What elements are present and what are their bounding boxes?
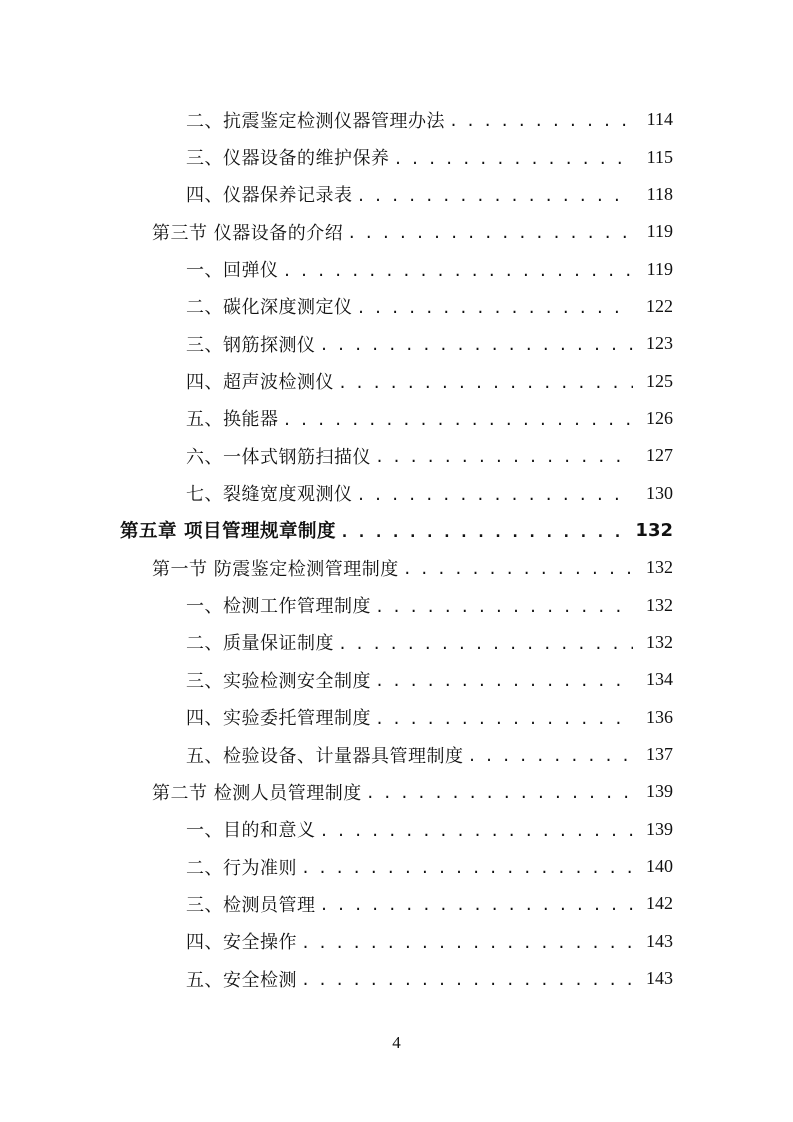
toc-dot-leader [301, 936, 633, 951]
toc-entry-page: 136 [646, 706, 673, 727]
toc-dot-leader [338, 637, 633, 652]
toc-dot-leader [340, 525, 629, 540]
toc-entry-title: 五、换能器 [186, 409, 279, 431]
toc-entry-title: 四、安全操作 [186, 932, 297, 954]
toc-entry-page: 139 [646, 781, 673, 802]
toc-entry-page: 132 [646, 594, 673, 615]
page-number: 4 [392, 1033, 401, 1052]
toc-entry-page: 119 [646, 258, 673, 279]
toc-entry-title: 二、抗震鉴定检测仪器管理办法 [186, 110, 445, 132]
toc-entry-title: 第一节 防震鉴定检测管理制度 [152, 558, 399, 580]
toc-entry-title: 七、裂缝宽度观测仪 [186, 484, 353, 506]
toc-dot-leader [366, 786, 633, 801]
toc-entry-title: 六、一体式钢筋扫描仪 [186, 446, 371, 468]
toc-dot-leader [394, 152, 634, 167]
toc-dot-leader [320, 338, 634, 353]
toc-dot-leader [320, 898, 634, 913]
toc-item-entry[interactable] [0, 811, 793, 848]
toc-dot-leader [375, 600, 633, 615]
toc-item-entry[interactable] [0, 699, 793, 736]
toc-entry-title: 三、检测员管理 [186, 894, 316, 916]
toc-item-entry[interactable] [0, 586, 793, 623]
toc-item-entry[interactable] [0, 848, 793, 885]
toc-entry-page: 125 [646, 370, 673, 391]
toc-dot-leader [357, 488, 634, 503]
toc-entry-page: 118 [646, 183, 673, 204]
toc-entry-title: 四、实验委托管理制度 [186, 708, 371, 730]
toc-section-entry[interactable] [0, 213, 793, 250]
toc-dot-leader [403, 562, 633, 577]
toc-entry-title: 第二节 检测人员管理制度 [152, 782, 362, 804]
toc-entry-page: 127 [646, 445, 673, 466]
toc-entry-page: 132 [646, 631, 673, 652]
toc-dot-leader [449, 114, 633, 129]
table-of-contents [0, 101, 793, 997]
toc-entry-page: 134 [646, 669, 673, 690]
toc-entry-page: 137 [646, 744, 673, 765]
toc-dot-leader [301, 861, 633, 876]
toc-entry-page: 142 [646, 893, 673, 914]
toc-entry-page: 140 [646, 856, 673, 877]
toc-entry-title: 一、回弹仪 [186, 260, 279, 282]
toc-item-entry[interactable] [0, 138, 793, 175]
toc-dot-leader [375, 450, 633, 465]
toc-entry-title: 二、质量保证制度 [186, 633, 334, 655]
toc-entry-title: 一、目的和意义 [186, 820, 316, 842]
toc-dot-leader [283, 264, 634, 279]
toc-dot-leader [301, 973, 633, 988]
toc-dot-leader [357, 189, 634, 204]
toc-entry-title: 四、仪器保养记录表 [186, 185, 353, 207]
toc-item-entry[interactable] [0, 325, 793, 362]
toc-item-entry[interactable] [0, 176, 793, 213]
toc-item-entry[interactable] [0, 250, 793, 287]
toc-dot-leader [338, 376, 633, 391]
toc-entry-page: 143 [646, 968, 673, 989]
toc-item-entry[interactable] [0, 437, 793, 474]
toc-item-entry[interactable] [0, 101, 793, 138]
toc-entry-page: 139 [646, 818, 673, 839]
toc-dot-leader [283, 413, 634, 428]
toc-item-entry[interactable] [0, 288, 793, 325]
toc-dot-leader [357, 301, 634, 316]
toc-item-entry[interactable] [0, 400, 793, 437]
toc-entry-page: 130 [646, 482, 673, 503]
toc-item-entry[interactable] [0, 661, 793, 698]
toc-entry-title: 三、钢筋探测仪 [186, 334, 316, 356]
toc-entry-title: 三、实验检测安全制度 [186, 670, 371, 692]
toc-entry-title: 第五章 项目管理规章制度 [120, 521, 336, 543]
toc-entry-page: 123 [646, 333, 673, 354]
toc-entry-page: 143 [646, 930, 673, 951]
toc-entry-page: 115 [646, 146, 673, 167]
toc-entry-title: 五、安全检测 [186, 969, 297, 991]
toc-item-entry[interactable] [0, 474, 793, 511]
toc-entry-page: 132 [635, 519, 673, 541]
toc-entry-title: 四、超声波检测仪 [186, 372, 334, 394]
toc-entry-page: 114 [646, 109, 673, 130]
toc-entry-title: 二、碳化深度测定仪 [186, 297, 353, 319]
toc-entry-page: 119 [646, 221, 673, 242]
toc-item-entry[interactable] [0, 960, 793, 997]
toc-dot-leader [468, 749, 634, 764]
toc-entry-page: 122 [646, 295, 673, 316]
toc-section-entry[interactable] [0, 549, 793, 586]
toc-item-entry[interactable] [0, 624, 793, 661]
toc-section-entry[interactable] [0, 773, 793, 810]
toc-entry-page: 126 [646, 407, 673, 428]
toc-entry-title: 第三节 仪器设备的介绍 [152, 222, 344, 244]
toc-item-entry[interactable] [0, 362, 793, 399]
toc-entry-title: 五、检验设备、计量器具管理制度 [186, 745, 464, 767]
toc-entry-title: 二、行为准则 [186, 857, 297, 879]
toc-item-entry[interactable] [0, 923, 793, 960]
toc-item-entry[interactable] [0, 885, 793, 922]
toc-entry-page: 132 [646, 557, 673, 578]
toc-entry-title: 三、仪器设备的维护保养 [186, 148, 390, 170]
toc-item-entry[interactable] [0, 736, 793, 773]
toc-dot-leader [375, 674, 633, 689]
toc-dot-leader [320, 824, 634, 839]
toc-chapter-entry[interactable] [0, 512, 793, 549]
toc-dot-leader [347, 226, 633, 241]
toc-entry-title: 一、检测工作管理制度 [186, 596, 371, 618]
toc-dot-leader [375, 712, 633, 727]
